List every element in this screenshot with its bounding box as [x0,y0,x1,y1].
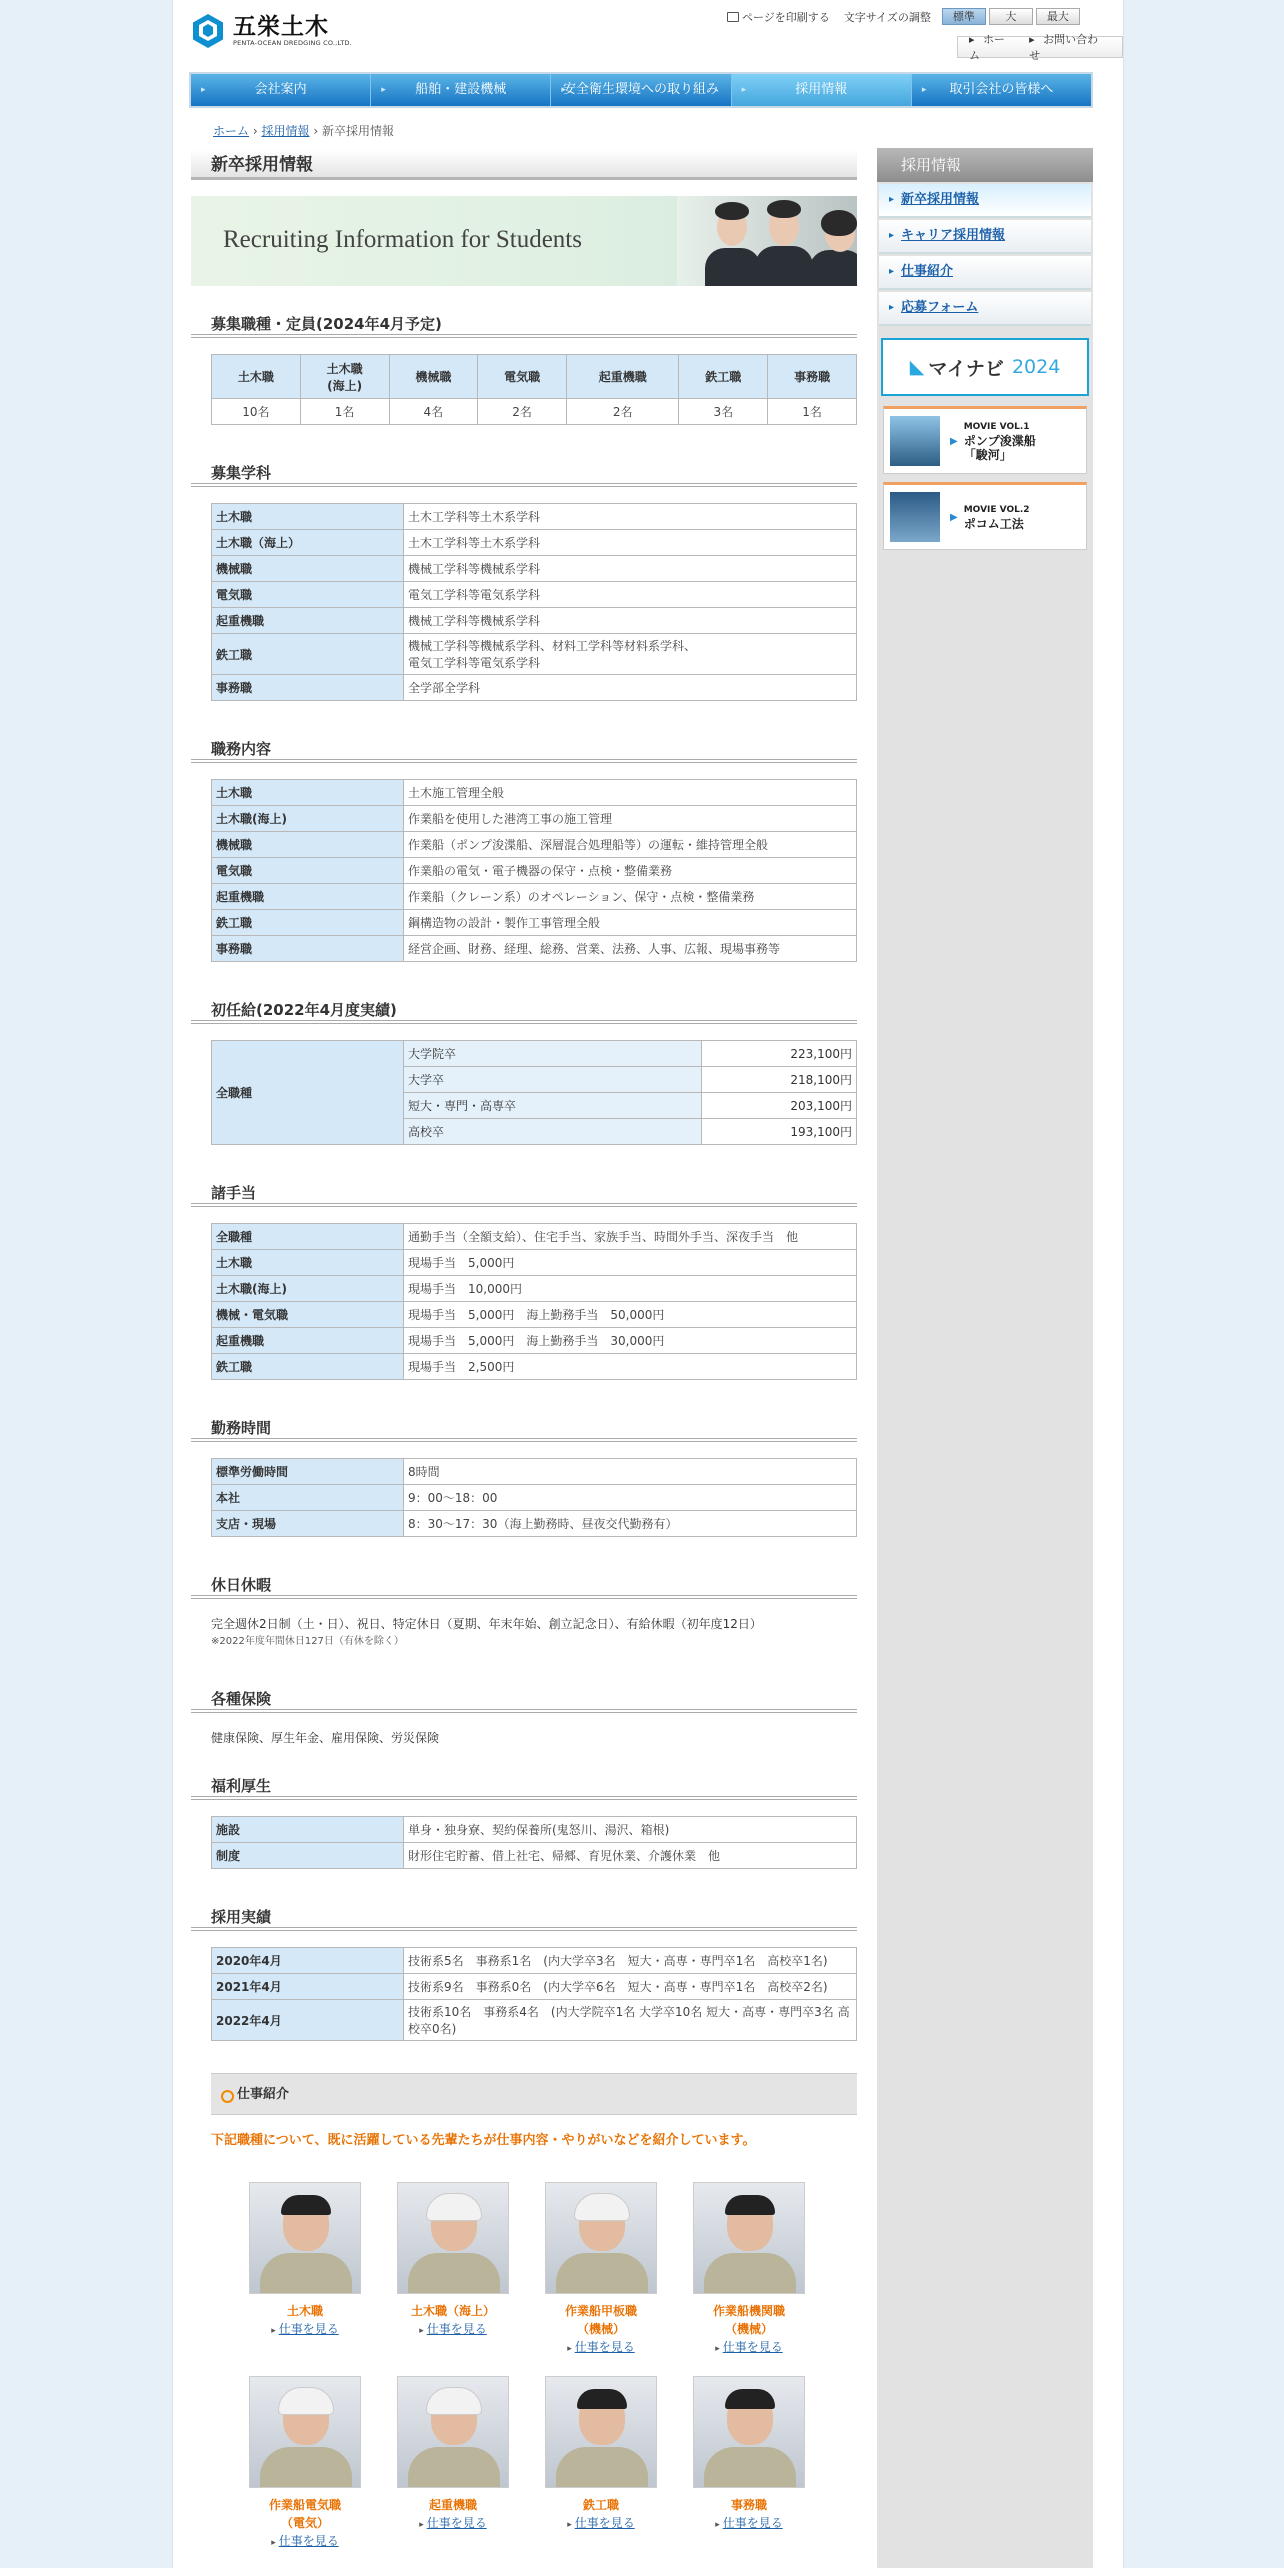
row-value: 土木工学科等土木系学科 [404,530,857,556]
banner-text: Recruiting Information for Students [223,226,582,253]
job-card[interactable] [379,2376,527,2552]
row-value: 現場手当 5,000円 [404,1250,857,1276]
row-label: 土木職(海上) [212,806,404,832]
staff-photo [249,2182,361,2294]
font-size-label: 文字サイズの調整 [843,10,931,24]
contact-link[interactable]: ▸ お問い合わせ [1029,33,1099,62]
table-row [212,936,857,962]
section-heading: 募集学科 [191,459,857,487]
nav-item-recruit[interactable]: ▸ 採用情報 [732,74,912,106]
table-row [212,608,857,634]
row-value: 技術系5名 事務系1名 (内大学卒3名 短大・高専・専門卒1名 高校卒1名) [404,1948,857,1974]
positions-table [211,354,857,425]
home-link[interactable]: ▸ ホーム [969,33,1006,62]
row-label: 制度 [212,1843,404,1869]
row-value: 現場手当 2,500円 [404,1354,857,1380]
job-card[interactable] [675,2376,823,2552]
table-row [212,634,857,675]
logo-mark-icon [189,12,227,50]
job-card[interactable] [231,2182,379,2358]
page-title: 新卒採用情報 [191,150,857,180]
table-row [212,806,857,832]
utility-bar [727,8,1080,25]
salary-category: 大学院卒 [404,1041,702,1067]
view-job-link[interactable]: ▸ 仕事を見る [675,2514,823,2534]
table-row [212,1302,857,1328]
row-label: 鉄工職 [212,1354,404,1380]
play-arrow-icon: ▶ [950,511,958,523]
row-label: 2021年4月 [212,1974,404,2000]
welfare-table [211,1816,857,1869]
row-label: 全職種 [212,1041,404,1145]
table-row [212,1041,857,1067]
table-cell: 2名 [478,399,567,425]
job-name: 作業船電気職 （電気） [268,2498,341,2530]
view-job-link[interactable]: ▸ 仕事を見る [527,2338,675,2358]
nav-item-company[interactable]: ▸ 会社案内 [191,74,371,106]
row-value: 技術系10名 事務系4名 (内大学院卒1名 大学卒10名 短大・高専・専門卒3名 高校卒0名) [404,2000,857,2041]
table-cell: 1名 [768,399,857,425]
banner-photo [677,196,857,286]
sidebar [877,148,1093,2568]
job-card[interactable] [231,2376,379,2552]
salary-category: 短大・専門・高専卒 [404,1093,702,1119]
jobs-grid [231,2182,831,2570]
row-value: 技術系9名 事務系0名 (内大学卒6名 短大・高専・専門卒1名 高校卒2名) [404,1974,857,2000]
table-row [212,582,857,608]
sidebar-item-jobs[interactable]: ▸ 仕事紹介 [879,256,1091,290]
staff-photo [249,2376,361,2488]
staff-photo [545,2376,657,2488]
table-cell: 4名 [389,399,478,425]
jobs-lead-text: 下記職種について、既に活躍している先輩たちが仕事内容・やりがいなどを紹介しています。 [211,2133,756,2148]
movie-thumbnail [890,416,940,466]
holidays-note: ※2022年度年間休日127日（有休を除く） [211,1636,404,1647]
table-row [212,1817,857,1843]
section-heading: 休日休暇 [191,1571,857,1599]
view-job-link[interactable]: ▸ 仕事を見る [379,2514,527,2534]
row-label: 事務職 [212,675,404,701]
job-card[interactable] [675,2182,823,2358]
insurance-text: 健康保険、厚生年金、雇用保険、労災保険 [211,1731,440,1745]
movie-thumbnail [890,492,940,542]
row-label: 施設 [212,1817,404,1843]
table-header-cell: 鉄工職 [679,355,768,399]
row-value: 8：30～17：30（海上勤務時、昼夜交代勤務有） [404,1511,857,1537]
job-name: 起重機職 [428,2498,477,2512]
chevron-right-icon: › [252,124,262,138]
staff-photo [545,2182,657,2294]
movie-banner-2[interactable]: ▶ MOVIE VOL.2 ポコム工法 [883,482,1087,550]
row-label: 鉄工職 [212,910,404,936]
section-heading: 各種保険 [191,1685,857,1713]
chevron-right-icon: › [313,124,322,138]
sidebar-item-apply[interactable]: ▸ 応募フォーム [879,292,1091,326]
nav-item-safety[interactable]: ▸ 安全衛生環境への取り組み [551,74,731,106]
page-container [172,0,1124,2568]
duties-table [211,779,857,962]
printer-icon [727,12,739,22]
global-nav [189,72,1093,108]
sidebar-item-new-graduate[interactable]: ▸ 新卒採用情報 [879,184,1091,218]
row-label: 標準労働時間 [212,1459,404,1485]
table-header-cell: 土木職 [212,355,301,399]
table-row [212,1843,857,1869]
section-heading: 職務内容 [191,735,857,763]
table-row [212,884,857,910]
row-value: 鋼構造物の設計・製作工事管理全般 [404,910,857,936]
table-row [212,1948,857,1974]
allowances-table [211,1223,857,1380]
job-name: 作業船機関職 （機械） [712,2304,785,2336]
section-heading: 採用実績 [191,1903,857,1931]
staff-photo [397,2376,509,2488]
row-value: 機械工学科等機械系学科 [404,608,857,634]
nav-item-partners[interactable]: ▸ 取引会社の皆様へ [912,74,1091,106]
breadcrumb-home[interactable]: ホーム [213,124,250,138]
row-label: 2020年4月 [212,1948,404,1974]
row-value: 作業船（ポンプ浚渫船、深層混合処理船等）の運転・維持管理全般 [404,832,857,858]
mynavi-banner[interactable]: ◣ マイナビ 2024 [881,338,1089,396]
row-value: 全学部全学科 [404,675,857,701]
table-header-cell: 起重機職 [567,355,679,399]
departments-table [211,503,857,701]
view-job-link[interactable]: ▸ 仕事を見る [231,2320,379,2340]
salary-amount: 223,100円 [702,1041,857,1067]
section-heading: 勤務時間 [191,1414,857,1442]
row-label: 2022年4月 [212,2000,404,2041]
row-label: 電気職 [212,582,404,608]
job-card[interactable] [527,2376,675,2552]
row-value: 財形住宅貯蓄、借上社宅、帰郷、育児休業、介護休業 他 [404,1843,857,1869]
table-cell: 1名 [300,399,389,425]
site-logo[interactable] [189,12,352,50]
staff-photo [693,2376,805,2488]
breadcrumb-recruit[interactable]: 採用情報 [261,124,310,138]
hours-table [211,1458,857,1537]
row-value: 経営企画、財務、経理、総務、営業、法務、人事、広報、現場事務等 [404,936,857,962]
logo-en-text: PENTA-OCEAN DREDGING CO.,LTD. [233,39,352,47]
table-row [212,504,857,530]
recruit-banner [191,196,857,286]
table-row [212,1354,857,1380]
row-label: 鉄工職 [212,634,404,675]
table-header-cell: 電気職 [478,355,567,399]
table-row [212,1459,857,1485]
row-value: 土木工学科等土木系学科 [404,504,857,530]
row-value: 電気工学科等電気系学科 [404,582,857,608]
salary-category: 大学卒 [404,1067,702,1093]
table-cell: 3名 [679,399,768,425]
table-row [212,858,857,884]
table-header-cell: 機械職 [389,355,478,399]
job-name: 作業船甲板職 （機械） [564,2304,637,2336]
row-label: 土木職（海上） [212,530,404,556]
job-card[interactable] [379,2182,527,2358]
row-label: 機械職 [212,556,404,582]
row-value: 作業船（クレーン系）のオペレーション、保守・点検・整備業務 [404,884,857,910]
row-value: 通勤手当（全額支給）、住宅手当、家族手当、時間外手当、深夜手当 他 [404,1224,857,1250]
table-row [212,2000,857,2041]
sub-links [957,33,1123,62]
row-value: 現場手当 10,000円 [404,1276,857,1302]
salary-amount: 193,100円 [702,1119,857,1145]
table-row [212,1224,857,1250]
row-value: 現場手当 5,000円 海上勤務手当 30,000円 [404,1328,857,1354]
row-value: 現場手当 5,000円 海上勤務手当 50,000円 [404,1302,857,1328]
table-row [212,910,857,936]
section-heading: 初任給(2022年4月度実績) [191,996,857,1024]
staff-photo [693,2182,805,2294]
row-label: 全職種 [212,1224,404,1250]
row-label: 支店・現場 [212,1511,404,1537]
font-size-standard-button[interactable]: 標準 [942,8,986,25]
logo-text: 五栄土木 [233,14,329,40]
table-row [212,780,857,806]
holidays-text: 完全週休2日制（土・日）、祝日、特定休日（夏期、年末年始、創立記念日）、有給休暇（初年度12日） [211,1617,762,1631]
table-row [212,1276,857,1302]
font-size-max-button[interactable]: 最大 [1036,8,1080,25]
section-heading: 福利厚生 [191,1772,857,1800]
row-value: 土木施工管理全般 [404,780,857,806]
row-label: 電気職 [212,858,404,884]
view-job-link[interactable]: ▸ 仕事を見る [231,2532,379,2552]
row-value: 作業船を使用した港湾工事の施工管理 [404,806,857,832]
row-label: 土木職 [212,780,404,806]
view-job-link[interactable]: ▸ 仕事を見る [675,2338,823,2358]
sidebar-title: 採用情報 [877,148,1093,182]
row-label: 土木職 [212,504,404,530]
row-label: 本社 [212,1485,404,1511]
job-name: 鉄工職 [582,2498,619,2512]
record-table [211,1947,857,2041]
row-label: 土木職(海上) [212,1276,404,1302]
job-card[interactable] [527,2182,675,2358]
row-label: 起重機職 [212,1328,404,1354]
salary-amount: 218,100円 [702,1067,857,1093]
nav-item-vessels[interactable]: ▸ 船舶・建設機械 [371,74,551,106]
play-arrow-icon: ▶ [950,435,958,447]
row-label: 機械・電気職 [212,1302,404,1328]
row-value: 機械工学科等機械系学科 [404,556,857,582]
table-row [212,1485,857,1511]
salary-amount: 203,100円 [702,1093,857,1119]
job-name: 土木職 [286,2304,323,2318]
job-name: 土木職（海上） [410,2304,495,2318]
row-value: 8時間 [404,1459,857,1485]
row-label: 事務職 [212,936,404,962]
table-cell: 10名 [212,399,301,425]
row-value: 機械工学科等機械系学科、材料工学科等材料系学科、 電気工学科等電気系学科 [404,634,857,675]
row-value: 9：00～18：00 [404,1485,857,1511]
breadcrumb-current: 新卒採用情報 [321,124,394,138]
table-row [212,530,857,556]
table-row [212,1250,857,1276]
staff-photo [397,2182,509,2294]
jobs-heading: 仕事紹介 [211,2073,857,2115]
mynavi-logo-icon: ◣ [909,356,925,378]
table-row [212,1974,857,2000]
breadcrumb [213,122,394,139]
row-label: 機械職 [212,832,404,858]
main-content [191,150,857,2570]
job-name: 事務職 [730,2498,767,2512]
view-job-link[interactable]: ▸ 仕事を見る [379,2320,527,2340]
table-row [212,556,857,582]
print-link[interactable]: ページを印刷する [727,9,830,25]
row-label: 起重機職 [212,608,404,634]
section-heading: 諸手当 [191,1179,857,1207]
table-header-cell: 土木職 (海上) [300,355,389,399]
row-value: 単身・独身寮、契約保養所(鬼怒川、湯沢、箱根) [404,1817,857,1843]
table-row [212,832,857,858]
row-label: 土木職 [212,1250,404,1276]
table-header-cell: 事務職 [768,355,857,399]
salary-table [211,1040,857,1145]
salary-category: 高校卒 [404,1119,702,1145]
row-value: 作業船の電気・電子機器の保守・点検・整備業務 [404,858,857,884]
row-label: 起重機職 [212,884,404,910]
section-heading: 募集職種・定員(2024年4月予定) [191,310,857,338]
movie-banner-1[interactable]: ▶ MOVIE VOL.1 ポンプ浚渫船 「駿河」 [883,406,1087,474]
table-row [212,1328,857,1354]
table-row [212,1511,857,1537]
table-row [212,675,857,701]
sidebar-item-career[interactable]: ▸ キャリア採用情報 [879,220,1091,254]
table-cell: 2名 [567,399,679,425]
font-size-large-button[interactable]: 大 [989,8,1033,25]
view-job-link[interactable]: ▸ 仕事を見る [527,2514,675,2534]
